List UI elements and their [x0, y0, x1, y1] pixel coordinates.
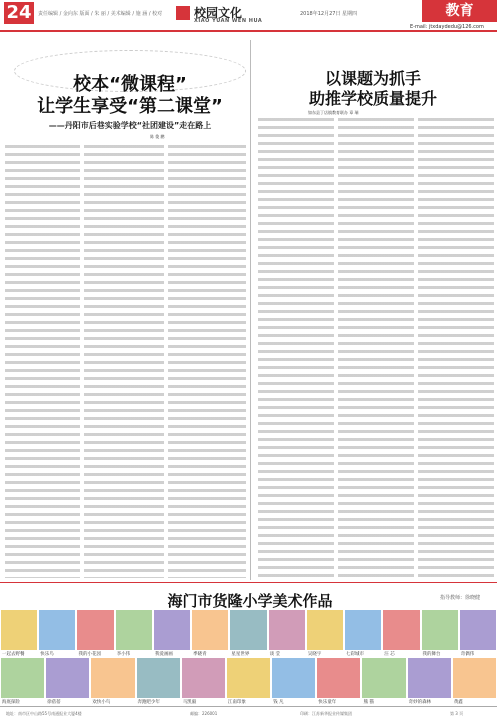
- artwork-thumbnail: [1, 610, 37, 650]
- artwork-caption: 一起去野餐: [2, 652, 25, 657]
- artwork-thumbnail: [46, 658, 89, 698]
- page-number: 24: [4, 2, 34, 24]
- right-article-byline: 如东县丁店镇教育联办 章 瑞: [308, 110, 359, 115]
- artwork-thumbnail: [307, 610, 343, 650]
- left-article-column-2: [84, 145, 164, 578]
- artwork-caption: 奔跑吧少年: [137, 700, 161, 705]
- artwork-thumbnail: [154, 610, 190, 650]
- artwork-thumbnail: [230, 610, 266, 650]
- artwork-thumbnail: [460, 610, 496, 650]
- artwork-caption: 海底探险: [2, 700, 20, 705]
- artwork-thumbnail: [269, 610, 305, 650]
- artwork-thumbnail: [345, 610, 381, 650]
- artwork-thumbnail: [408, 658, 451, 698]
- right-article-column-3: [418, 118, 494, 578]
- gallery-title: 海门市货隆小学美术作品: [167, 592, 333, 610]
- footer-page-count: 第 3 页: [450, 711, 464, 716]
- left-article-subtitle: ——丹阳市后巷实验学校“社团建设”走在路上: [48, 121, 212, 130]
- artwork-caption: 谈 莹: [269, 652, 281, 657]
- page-footer: [0, 706, 497, 722]
- artwork-caption: 季晓青: [193, 652, 207, 657]
- section-title: 校园文化: [194, 6, 243, 20]
- artwork-caption: 马凯毅: [182, 700, 197, 705]
- artwork-caption: 徐蓓蓓: [47, 700, 61, 705]
- artwork-caption: 欢快小鸟: [92, 700, 111, 705]
- left-article-byline: 陈 俊 鹏: [150, 134, 165, 139]
- artwork-thumbnail: [182, 658, 225, 698]
- artwork-caption: 我的小花园: [78, 652, 101, 657]
- right-article-title-2: 助推学校质量提升: [308, 89, 437, 108]
- artwork-thumbnail: [116, 610, 152, 650]
- footer-printer: 印刷：江苏新华报业传媒集团: [300, 711, 352, 716]
- artwork-thumbnail: [77, 610, 113, 650]
- section-pinyin: XIAO YUAN WEN HUA: [194, 18, 263, 24]
- artwork-caption: 黄鑫: [453, 700, 463, 705]
- artwork-thumbnail: [422, 610, 458, 650]
- right-article-column-1: [258, 118, 334, 578]
- artwork-caption: 快乐鸟: [40, 652, 54, 657]
- header-editor-line: 责任编辑 / 金向东 版面 / 朱 丽 / 美术编辑 / 施 涵 / 校对: [38, 11, 163, 17]
- artwork-thumbnail: [1, 658, 44, 698]
- footer-address: 地址：南市区中山路55号南通报业大厦4楼: [6, 711, 82, 716]
- artwork-thumbnail: [39, 610, 75, 650]
- gallery-credit: 指导教师：徐晓健: [440, 595, 481, 601]
- artwork-caption: 星星世界: [231, 652, 250, 657]
- header-email: E-mail: jtxdaydedu@126.com: [410, 24, 484, 30]
- artwork-caption: 奇偶伟: [460, 652, 475, 657]
- right-article-title-1: 以课题为抓手: [324, 69, 421, 88]
- artwork-caption: 七彩城市: [346, 652, 365, 657]
- left-article-title-2: 让学生享受“第二课堂”: [37, 96, 223, 117]
- artwork-thumbnail: [272, 658, 315, 698]
- artwork-caption: 我的舞台: [422, 652, 441, 657]
- artwork-thumbnail: [453, 658, 496, 698]
- column-divider: [250, 40, 251, 580]
- artwork-thumbnail: [227, 658, 270, 698]
- brand-logo: 教育: [422, 0, 497, 22]
- artwork-thumbnail: [317, 658, 360, 698]
- artwork-caption: 李小伟: [116, 652, 131, 657]
- artwork-caption: 奇妙的森林: [408, 700, 432, 705]
- artwork-caption: 吴晓宇: [307, 652, 322, 657]
- issue-date: 2018年12月27日 星期四: [300, 11, 358, 17]
- artwork-thumbnail: [383, 610, 419, 650]
- artwork-thumbnail: [192, 610, 228, 650]
- gallery-rule: [0, 582, 497, 583]
- artwork-caption: 熊 猫: [363, 700, 374, 705]
- artwork-thumbnail: [91, 658, 134, 698]
- header-rule: [0, 30, 497, 32]
- gallery-grid: [0, 610, 497, 705]
- artwork-caption: 我爱画画: [154, 652, 173, 657]
- left-article-column-1: [5, 145, 80, 578]
- artwork-caption: 快乐童年: [318, 700, 337, 705]
- right-article-column-2: [338, 118, 414, 578]
- footer-postcode: 邮编：226001: [190, 711, 218, 716]
- section-icon: [176, 6, 190, 20]
- artwork-caption: 钱 凡: [273, 700, 284, 705]
- artwork-thumbnail: [137, 658, 180, 698]
- left-article-title-1: 校本“微课程”: [73, 74, 187, 95]
- artwork-caption: 江南印象: [227, 700, 246, 705]
- left-article-column-3: [168, 145, 246, 578]
- artwork-thumbnail: [362, 658, 405, 698]
- artwork-caption: 汪 芯: [384, 652, 395, 657]
